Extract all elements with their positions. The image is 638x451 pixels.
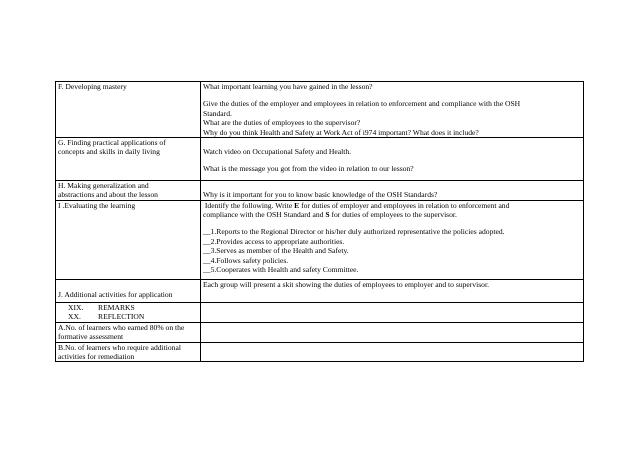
row-label: activities for remediation <box>58 351 135 361</box>
list-item: __5.Cooperates with Health and safety Committee. <box>203 265 359 275</box>
row-label-cell <box>56 200 201 279</box>
row-label-cell <box>56 279 201 302</box>
empty-cell <box>201 302 584 322</box>
row-label-cell <box>56 138 201 181</box>
table-row <box>56 180 584 200</box>
lesson-plan-table <box>55 81 584 362</box>
table-row <box>56 82 584 138</box>
list-item: __3.Serves as member of the Health and Safety. <box>203 246 349 256</box>
question-continued: Standard. <box>203 108 232 118</box>
row-content-cell <box>201 82 584 138</box>
question: What is the message you got from the video in relation to our lesson? <box>203 164 414 174</box>
row-label: I .Evaluating the learning <box>58 200 136 210</box>
instr-text: compliance with the OSH Standard and <box>203 210 326 220</box>
empty-cell <box>201 342 584 362</box>
table-row <box>56 302 584 322</box>
row-label: A.No. of learners who earned 80% on the <box>58 322 185 332</box>
row-label: G. Finding practical applications of <box>58 138 166 148</box>
question: What important learning you have gained in the lesson? <box>203 82 373 91</box>
row-label-cell <box>56 180 201 200</box>
section-number: XX. <box>68 312 81 322</box>
row-content-cell <box>201 200 584 279</box>
empty-cell <box>201 322 584 342</box>
row-label: H. Making generalization and <box>58 180 149 190</box>
row-label: B.No. of learners who require additional <box>58 342 181 352</box>
section-title: REMARKS <box>98 302 135 312</box>
list-item: __4.Follows safety policies. <box>203 255 289 265</box>
row-content-cell <box>201 279 584 302</box>
section-heading-cell <box>56 302 201 322</box>
list-item: __2.Provides access to appropriate authorities. <box>203 236 345 246</box>
table-row <box>56 342 584 362</box>
section-heading-remarks <box>58 303 198 312</box>
table-row <box>56 279 584 302</box>
activity: Each group will present a skit showing the duties of employees to employer and to supervisor. <box>203 279 489 289</box>
section-heading-reflection <box>58 312 198 321</box>
question: Give the duties of the employer and employees in relation to enforcement and compliance with the OSH <box>203 99 521 109</box>
table-row <box>56 138 584 181</box>
instr-text: for duties of employer and employees in relation to enforcement and <box>299 200 510 210</box>
question: Why is it important for you to know basic knowledge of the OSH Standards? <box>203 189 438 199</box>
row-label: concepts and skills in daily living <box>58 147 160 157</box>
section-title: REFLECTION <box>98 312 145 322</box>
instr-bold-s: S <box>325 210 330 220</box>
question: Why do you think Health and Safety at Work Act of i974 important? What does it include? <box>203 127 479 137</box>
row-label-cell <box>56 322 201 342</box>
list-item: __1.Reports to the Regional Director or his/her duly authorized representative the policies adopted. <box>203 227 505 237</box>
row-label: formative assessment <box>58 332 124 342</box>
instructions <box>203 201 581 210</box>
row-content-cell <box>201 138 584 181</box>
row-content-cell <box>201 180 584 200</box>
table-row <box>56 200 584 279</box>
question: What are the duties of employees to the supervisor? <box>203 118 361 128</box>
row-label-cell <box>56 342 201 362</box>
row-label-cell <box>56 82 201 138</box>
instr-text: for duties of employees to the supervisor. <box>329 210 457 220</box>
instr-text: Identify the following. Write <box>204 200 295 210</box>
instructions <box>203 210 581 219</box>
row-label: J. Additional activities for application <box>58 289 173 299</box>
activity: Watch video on Occupational Safety and Health. <box>203 147 352 157</box>
table-row <box>56 322 584 342</box>
row-label: F. Developing mastery <box>58 82 127 91</box>
instr-bold-e: E <box>294 200 300 210</box>
section-number: XIX. <box>68 302 84 312</box>
row-label: abstractions and about the lesson <box>58 190 158 200</box>
